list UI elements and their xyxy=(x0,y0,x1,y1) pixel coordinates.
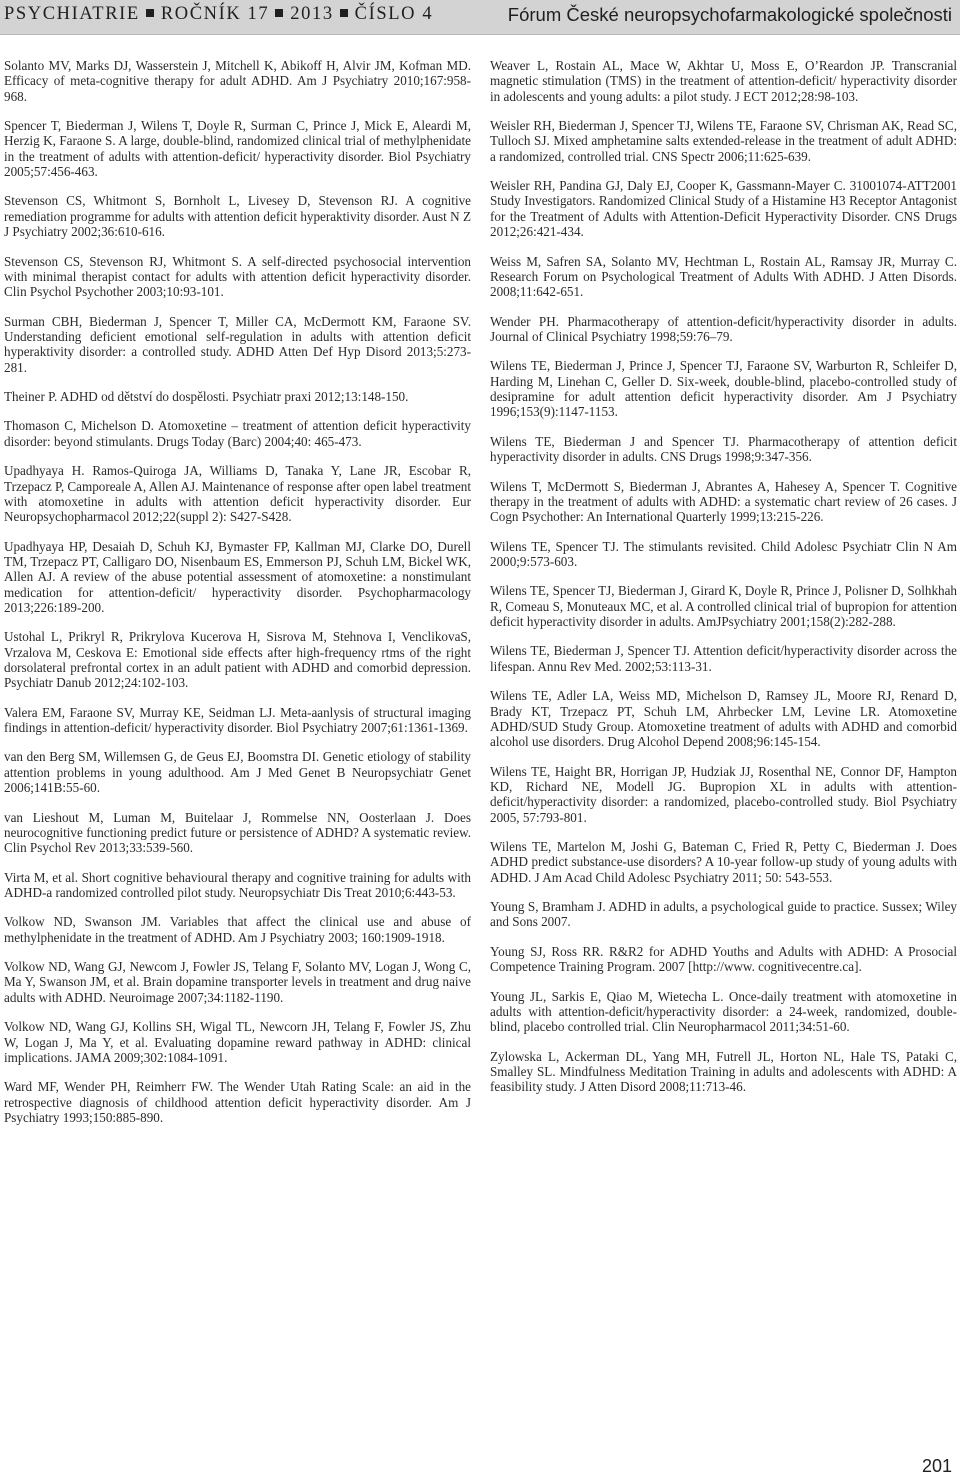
square-bullet-icon xyxy=(340,9,348,17)
reference-item: Young S, Bramham J. ADHD in adults, a psychological guide to practice. Sussex; Wiley and Sons 2007. xyxy=(490,899,957,930)
reference-item: Valera EM, Faraone SV, Murray KE, Seidman LJ. Meta-aanlysis of structural imaging findings in attention-deficit/ hyperactivity disorder. Biol Psychiatry 2007;61:1361-1369. xyxy=(4,704,471,735)
reference-item: van den Berg SM, Willemsen G, de Geus EJ, Boomstra DI. Genetic etiology of stability attention problems in young adulthood. Am J Med Genet B Neuropsychiatr Genet 2006;141B:55-60. xyxy=(4,749,471,796)
year-label: 2013 xyxy=(290,4,334,24)
volume-label: ROČNÍK 17 xyxy=(160,4,270,24)
page-header xyxy=(0,0,960,35)
reference-item: Young JL, Sarkis E, Qiao M, Wietecha L. Once-daily treatment with atomoxetine in adults with attention-deficit/hyperactivity disorder: a 24-week, randomized, double-blind, placebo controlled trial. Clin Neuropharmacol 2011;34:51-60. xyxy=(490,988,957,1035)
reference-item: Weiss M, Safren SA, Solanto MV, Hechtman L, Rostain AL, Ramsay JR, Murray C. Research Forum on Psychological Treatment of Adults With ADHD. J Atten Disords. 2008;11:642-651. xyxy=(490,253,957,300)
page-number: 201 xyxy=(921,1456,952,1476)
reference-item: Thomason C, Michelson D. Atomoxetine – treatment of attention deficit hyperactivity disorder: beyond stimulants. Drugs Today (Barc) 2004;40: 465-473. xyxy=(4,418,471,449)
reference-item: Volkow ND, Swanson JM. Variables that affect the clinical use and abuse of methylphenidate in the treatment of ADHD. Am J Psychiatry 2003; 160:1909-1918. xyxy=(4,914,471,945)
square-bullet-icon xyxy=(275,9,283,17)
issue-label: ČÍSLO 4 xyxy=(354,4,434,24)
reference-item: Theiner P. ADHD od dětství do dospělosti. Psychiatr praxi 2012;13:148-150. xyxy=(4,388,409,404)
reference-item: Surman CBH, Biederman J, Spencer T, Miller CA, McDermott KM, Faraone SV. Understanding deficient emotional self-regulation in adults with attention deficit hyperaktivity disorder: a controlled study. ADHD Atten Def Hyp Disord 2013;5:273-281. xyxy=(4,313,471,375)
reference-item: Volkow ND, Wang GJ, Newcom J, Fowler JS, Telang F, Solanto MV, Logan J, Wong C, Ma Y, Swanson JM, et al. Brain dopamine transporter levels in treatment and drug naive adults with ADHD. Neuroimage 2007;34:1182-1190. xyxy=(4,959,471,1005)
square-bullet-icon xyxy=(146,9,154,17)
references-right-column xyxy=(490,58,957,1109)
journal-issue-info xyxy=(4,4,433,25)
reference-item: Weisler RH, Biederman J, Spencer TJ, Wilens TE, Faraone SV, Chrisman AK, Read SC, Tulloch SJ. Mixed amphetamine salts extended-release in the treatment of adult ADHD: a randomized, controlled trial. CNS Spectr 2006;11:625-639. xyxy=(490,118,957,164)
reference-item: van Lieshout M, Luman M, Buitelaar J, Rommelse NN, Oosterlaan J. Does neurocognitive functioning predict future or persistence of ADHD? A systematic review. Clin Psychol Rev 2013;33:539-560. xyxy=(4,809,471,856)
reference-item: Spencer T, Biederman J, Wilens T, Doyle R, Surman C, Prince J, Mick E, Aleardi M, Herzig K, Faraone S. A large, double-blind, randomized clinical trial of methylphenidate in the treatment of adults with attention-deficit/ hyperactivity disorder. Biol Psychiatry 2005;57:456-463. xyxy=(4,118,471,179)
reference-item: Upadhyaya H. Ramos-Quiroga JA, Williams D, Tanaka Y, Lane JR, Escobar R, Trzepacz P, Camporeale A, Allen AJ. Maintenance of response after open label treatment with atomoxetine in adults with attention deficit hyperactivity disorder. Eur Neuropsychopharmacol 2012;22(suppl 2): S427-S428. xyxy=(4,463,471,525)
reference-item: Ward MF, Wender PH, Reimherr FW. The Wender Utah Rating Scale: an aid in the retrospective diagnosis of childhood attention deficit hyperactivity disorder. Am J Psychiatry 1993;150:885-890. xyxy=(4,1079,471,1125)
reference-item: Upadhyaya HP, Desaiah D, Schuh KJ, Bymaster FP, Kallman MJ, Clarke DO, Durell TM, Trzepacz PT, Calligaro DO, Nisenbaum ES, Emmerson PJ, Schuh LM, Bickel WK, Allen AJ. A review of the abuse potential assessment of atomoxetine: a nonstimulant medication for attention-deficit/ hyperactivity disorder. Psychopharmacology 2013;226:189-200. xyxy=(4,538,471,615)
journal-name: PSYCHIATRIE xyxy=(4,4,140,24)
reference-item: Virta M, et al. Short cognitive behavioural therapy and cognitive training for adults with ADHD-a randomized controlled pilot study. Neuropsychiatr Dis Treat 2010;6:443-53. xyxy=(4,869,471,900)
reference-item: Weisler RH, Pandina GJ, Daly EJ, Cooper K, Gassmann-Mayer C. 31001074-ATT2001 Study Investigators. Randomized Clinical Study of a Histamine H3 Receptor Antagonist for the Treatment of Adults with Attention-Deficit Hyperactivity Disorder. CNS Drugs 2012;26:421-434. xyxy=(490,178,957,240)
reference-item: Volkow ND, Wang GJ, Kollins SH, Wigal TL, Newcorn JH, Telang F, Fowler JS, Zhu W, Logan J, Ma Y, et al. Evaluating dopamine reward pathway in ADHD: clinical implications. JAMA 2009;302:1084-1091. xyxy=(4,1019,471,1065)
reference-item: Solanto MV, Marks DJ, Wasserstein J, Mitchell K, Abikoff H, Alvir JM, Kofman MD. Efficacy of meta-cognitive therapy for adult ADHD. Am J Psychiatry 2010;167:958-968. xyxy=(4,58,471,104)
reference-item: Wilens TE, Martelon M, Joshi G, Bateman C, Fried R, Petty C, Biederman J. Does ADHD predict substance-use disorders? A 10-year follow-up study of young adults with ADHD. J Am Acad Child Adolesc Psychiatry 2011; 50: 543-553. xyxy=(490,839,957,885)
reference-item: Wender PH. Pharmacotherapy of attention-deficit/hyperactivity disorder in adults. Journal of Clinical Psychiatry 1998;59:76–79. xyxy=(490,313,957,344)
reference-item: Weaver L, Rostain AL, Mace W, Akhtar U, Moss E, O’Reardon JP. Transcranial magnetic stimulation (TMS) in the treatment of attention-deficit/ hyperactivity disorder in adolescents and young adults: a pilot study. J ECT 2012;28:98-103. xyxy=(490,58,957,104)
reference-item: Wilens TE, Adler LA, Weiss MD, Michelson D, Ramsey JL, Moore RJ, Renard D, Brady KT, Trzepacz PT, Schuh LM, Ahrbecker LM, Levine LR. Atomoxetine ADHD/SUD Study Group. Atomoxetine treatment of adults with ADHD and comorbid alcohol use disorders. Drug Alcohol Depend 2008;96:145-154. xyxy=(490,688,957,750)
reference-item: Wilens TE, Spencer TJ, Biederman J, Girard K, Doyle R, Prince J, Polisner D, Solhkhah R, Comeau S, Monuteaux MC, et al. A controlled clinical trial of bupropion for attention deficit hyperactivity disorder in adults. AmJPsychiatry 2001;158(2):282-288. xyxy=(490,583,957,629)
reference-item: Stevenson CS, Stevenson RJ, Whitmont S. A self-directed psychosocial intervention with minimal therapist contact for adults with attention deficit hyperactivity disorder. Clin Psychol Psychother 2003;10:93-101. xyxy=(4,253,471,300)
reference-item: Wilens TE, Biederman J and Spencer TJ. Pharmacotherapy of attention deficit hyperactivity disorder in adults. CNS Drugs 1998;9:347-356. xyxy=(490,433,957,465)
reference-item: Zylowska L, Ackerman DL, Yang MH, Futrell JL, Horton NL, Hale TS, Pataki C, Smalley SL. Mindfulness Meditation Training in adults and adolescents with ADHD: A feasibility study. J Atten Disord 2008;11:713-46. xyxy=(490,1048,957,1095)
reference-item: Ustohal L, Prikryl R, Prikrylova Kucerova H, Sisrova M, Stehnova I, VenclikovaS, Vrzalova M, Ceskova E: Emotional side effects after high-frequency rtms of the right dorsolateral prefrontal cortex in an adult patient with ADHD and comorbid depression. Psychiatr Danub 2012;24:102-103. xyxy=(4,629,471,691)
society-name: Fórum České neuropsychofarmakologické společnosti xyxy=(507,4,952,25)
reference-item: Stevenson CS, Whitmont S, Bornholt L, Livesey D, Stevenson RJ. A cognitive remediation programme for adults with attention deficit hyperaktivity disorder. Aust N Z J Psychiatry 2002;36:610-616. xyxy=(4,193,471,240)
reference-item: Wilens TE, Biederman J, Prince J, Spencer TJ, Faraone SV, Warburton R, Schleifer D, Harding M, Linehan C, Geller D. Six-week, double-blind, placebo-controlled study of desipramine for adult attention deficit hyperactivity disorder. Am J Psychiatry 1996;153(9):1147-1153. xyxy=(490,358,957,420)
reference-item: Wilens T, McDermott S, Biederman J, Abrantes A, Hahesey A, Spencer T. Cognitive therapy in the treatment of adults with ADHD: a systematic chart review of 26 cases. J Cogn Psychother: An International Quarterly 1999;13:215-226. xyxy=(490,478,957,525)
reference-item: Wilens TE, Spencer TJ. The stimulants revisited. Child Adolesc Psychiatr Clin N Am 2000;9:573-603. xyxy=(490,538,957,569)
reference-item: Young SJ, Ross RR. R&R2 for ADHD Youths and Adults with ADHD: A Prosocial Competence Training Program. 2007 [http://www. cognitivecentre.ca]. xyxy=(490,943,957,975)
reference-item: Wilens TE, Haight BR, Horrigan JP, Hudziak JJ, Rosenthal NE, Connor DF, Hampton KD, Richard NE, Modell JG. Bupropion XL in adults with attention-deficit/hyperactivity disorder: a randomized, placebo-controlled study. Biol Psychiatry 2005, 57:793-801. xyxy=(490,763,957,825)
references-left-column xyxy=(4,58,471,1139)
reference-item: Wilens TE, Biederman J, Spencer TJ. Attention deficit/hyperactivity disorder across the lifespan. Annu Rev Med. 2002;53:113-31. xyxy=(490,643,957,674)
